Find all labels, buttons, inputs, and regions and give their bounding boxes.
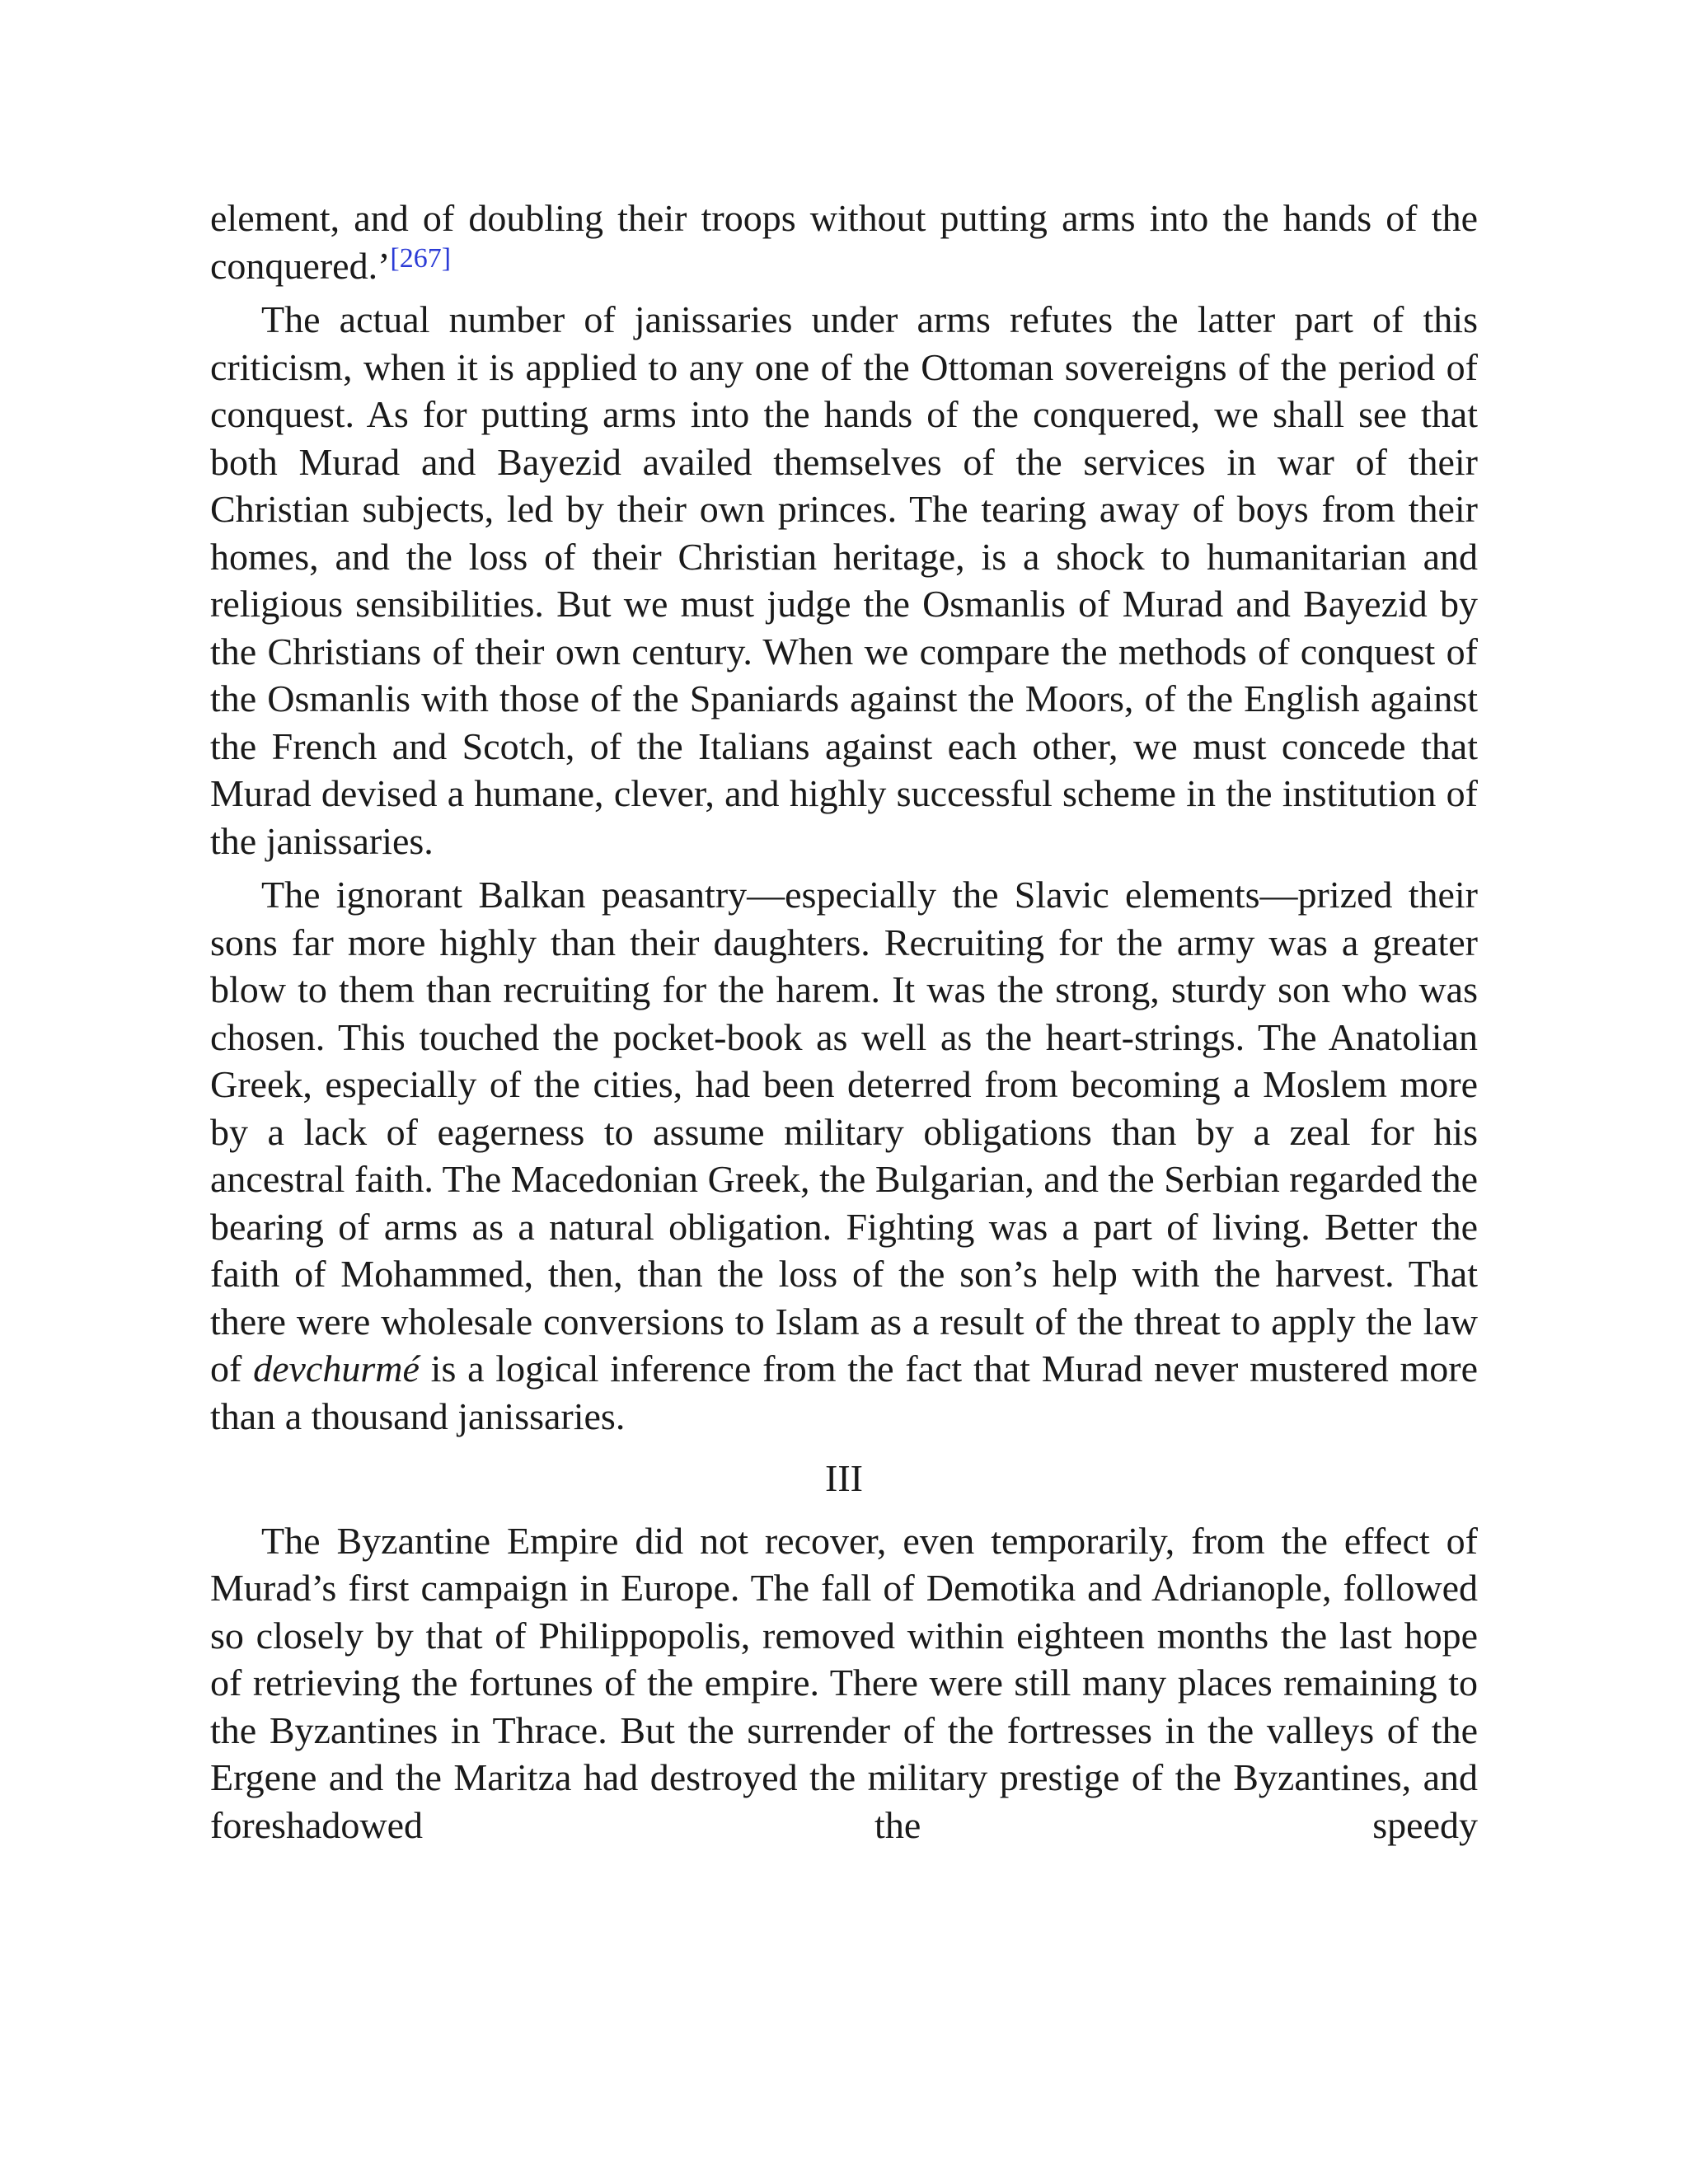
paragraph-text: is a logical inference from the fact that Murad never mustered more than a thousand janissaries. (210, 1347, 1478, 1437)
section-heading: III (825, 1457, 863, 1499)
paragraph-continuation (210, 194, 1478, 289)
paragraph-text: element, and of doubling their troops without putting arms into the hands of the conquered.’ (210, 197, 1478, 287)
italic-term: devchurmé (253, 1347, 420, 1390)
page-body (210, 194, 1478, 1855)
paragraph-byzantine-empire: The Byzantine Empire did not recover, even temporarily, from the effect of Murad’s first campaign in Europe. The fall of Demotika and Adrianople, followed so closely by that of Philippopolis, removed within eighteen months the last hope of retrieving the fortunes of the empire. There were still many places remaining to the Byzantines in Thrace. But the surrender of the fortresses in the valleys of the Ergene and the Maritza had destroyed the military prestige of the Byzantines, and foreshadowed the speedy (210, 1519, 1478, 1846)
paragraph-text: The ignorant Balkan peasantry—especially the Slavic elements—prized their sons far more highly than their daughters. Recruiting for the army was a greater blow to them than recruiting for the harem. It was the strong, sturdy son who was chosen. This touched the pocket-book as well as the heart-strings. The Anatolian Greek, especially of the cities, had been deterred from becoming a Moslem more by a lack of eagerness to assume military obligations than by a zeal for his ancestral faith. The Macedonian Greek, the Bulgarian, and the Serbian regarded the bearing of arms as a natural obligation. Fighting was a part of living. Better the faith of Mohammed, then, than the loss of the son’s help with the harvest. That there were wholesale conversions to Islam as a result of the threat to apply the law of (210, 874, 1478, 1390)
footnote-link-267[interactable]: [267] (390, 242, 452, 274)
paragraph-balkan-peasantry (210, 871, 1478, 1440)
paragraph-janissaries-criticism: The actual number of janissaries under arms refutes the latter part of this criticism, when it is applied to any one of the Ottoman sovereigns of the period of conquest. As for putting arms into the hands of the conquered, we shall see that both Murad and Bayezid availed themselves of the services in war of their Christian subjects, led by their own princes. The tearing away of boys from their homes, and the loss of their Christian heritage, is a shock to humanitarian and religious sensibilities. But we must judge the Osmanlis of Murad and Bayezid by the Christians of their own century. When we compare the methods of conquest of the Osmanlis with those of the Spaniards against the Moors, of the English against the French and Scotch, of the Italians against each other, we must concede that Murad devised a humane, clever, and highly successful scheme in the institution of the janissaries. (210, 298, 1478, 862)
